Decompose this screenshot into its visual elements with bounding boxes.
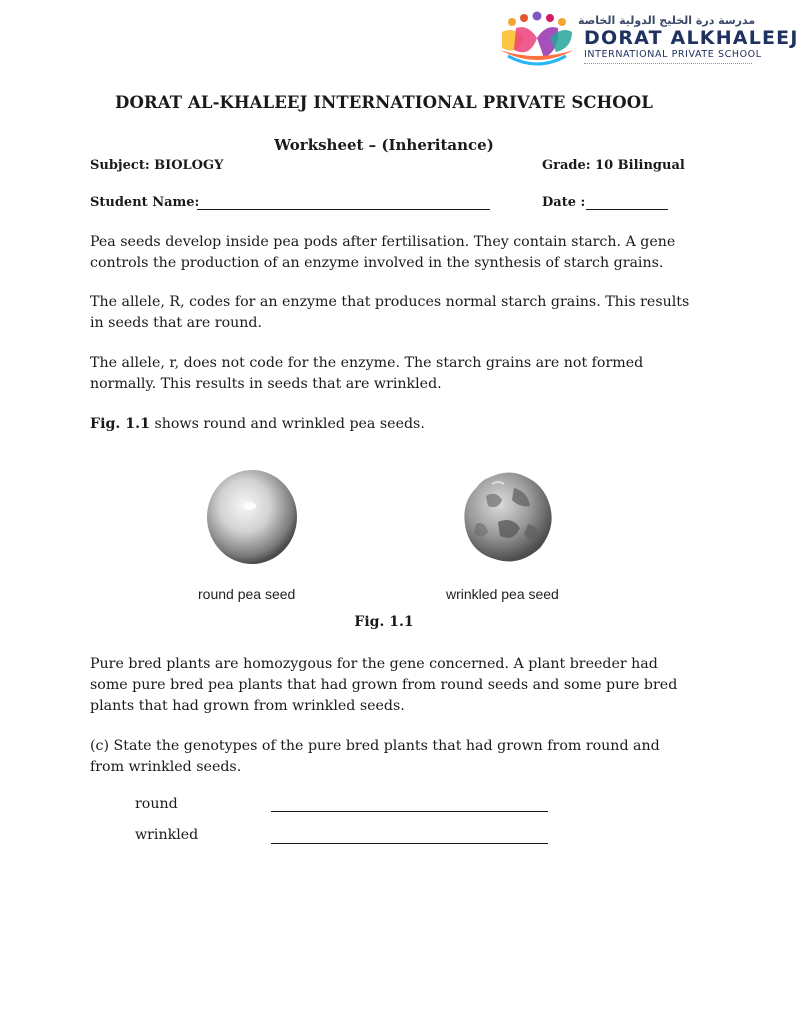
date-field[interactable] bbox=[586, 209, 668, 210]
round-seed-caption: round pea seed bbox=[198, 586, 296, 602]
paragraph-allele-r: The allele, r, does not code for the enzyme. The starch grains are not formed normally. This results in seeds that are wrinkled. bbox=[90, 355, 644, 392]
logo-divider bbox=[584, 63, 752, 66]
answer-wrinkled-line[interactable] bbox=[271, 842, 548, 844]
grade-label: Grade: 10 Bilingual bbox=[542, 158, 685, 173]
figure-ref-text: shows round and wrinkled pea seeds. bbox=[149, 416, 425, 432]
figure-label: Fig. 1.1 bbox=[354, 614, 414, 630]
student-name-label: Student Name: bbox=[90, 195, 200, 210]
round-pea-seed-image bbox=[200, 466, 305, 570]
paragraph-question-c: (c) State the genotypes of the pure bred plants that had grown from round and from wrinkled seeds. bbox=[90, 738, 660, 775]
answer-wrinkled-label: wrinkled bbox=[135, 827, 199, 843]
paragraph-allele-R: The allele, R, codes for an enzyme that produces normal starch grains. This results in seeds that are round. bbox=[90, 294, 690, 331]
paragraph-figure-ref bbox=[90, 414, 690, 435]
school-title: DORAT AL-KHALEEJ INTERNATIONAL PRIVATE SCHOOL bbox=[115, 93, 653, 112]
logo-emblem-icon bbox=[494, 12, 580, 68]
logo-arabic-text: مدرسة درة الخليج الدولية الخاصة bbox=[578, 14, 756, 27]
school-logo bbox=[494, 12, 799, 70]
student-date-row bbox=[90, 195, 680, 215]
student-name-field[interactable] bbox=[197, 209, 490, 210]
date-label: Date : bbox=[542, 195, 586, 210]
logo-name: DORAT ALKHALEEJ bbox=[584, 27, 799, 49]
paragraph-pure-bred: Pure bred plants are homozygous for the gene concerned. A plant breeder had some pure bred pea plants that had grown from round seeds and some pure bred plants that had grown from wrinkled seeds. bbox=[90, 656, 678, 714]
answer-round-label: round bbox=[135, 796, 178, 812]
answer-round-line[interactable] bbox=[271, 810, 548, 812]
wrinkled-pea-seed-image bbox=[458, 466, 558, 570]
logo-subtitle: INTERNATIONAL PRIVATE SCHOOL bbox=[584, 49, 762, 60]
subject-grade-row bbox=[90, 158, 685, 178]
subject-label: Subject: BIOLOGY bbox=[90, 158, 224, 173]
figure-ref-bold: Fig. 1.1 bbox=[90, 416, 150, 432]
wrinkled-seed-caption: wrinkled pea seed bbox=[446, 586, 559, 602]
paragraph-intro: Pea seeds develop inside pea pods after fertilisation. They contain starch. A gene controls the production of an enzyme involved in the synthesis of starch grains. bbox=[90, 234, 676, 271]
worksheet-title: Worksheet – (Inheritance) bbox=[274, 136, 494, 154]
